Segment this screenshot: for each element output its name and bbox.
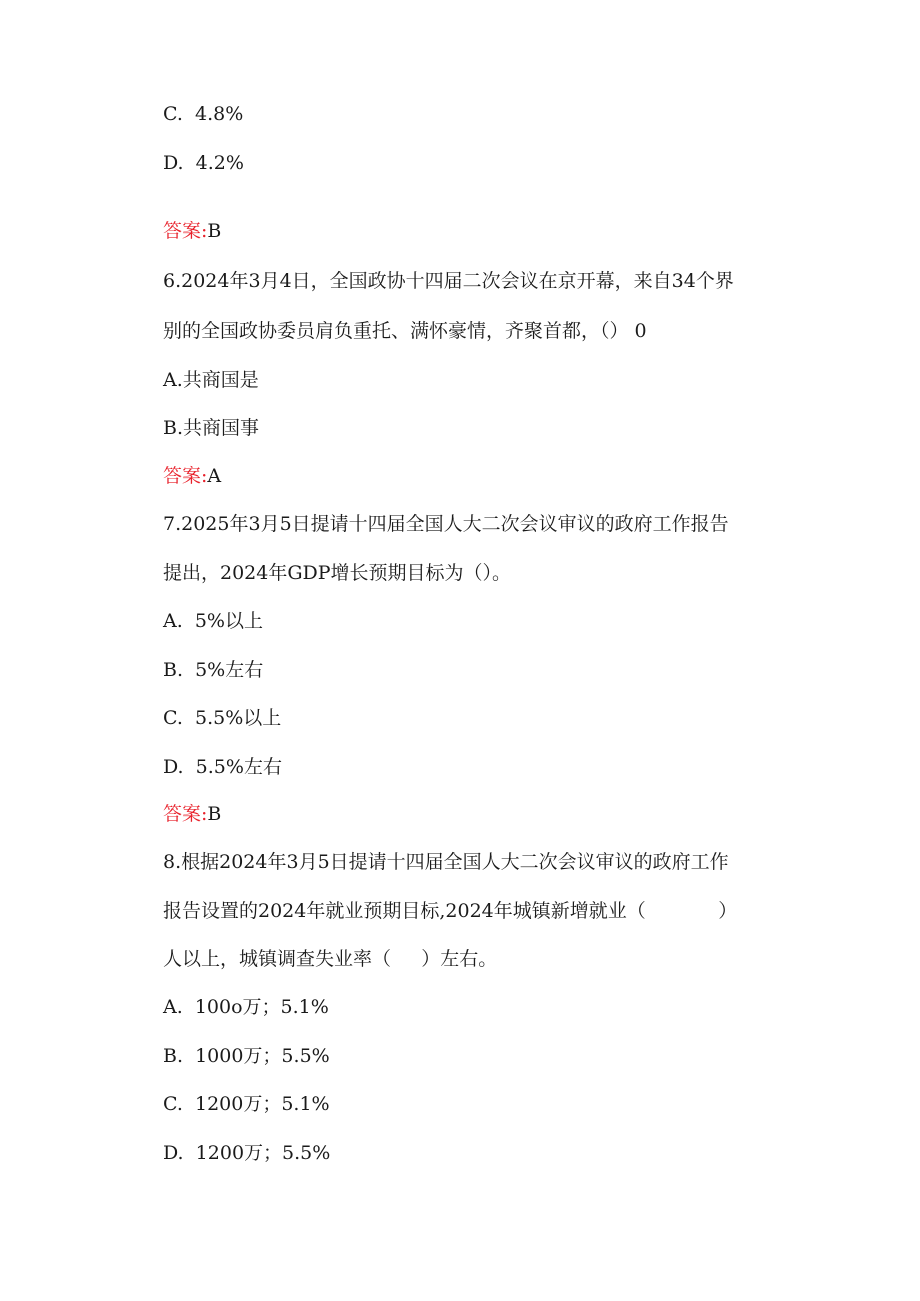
q6-text-line-1: 6.2024年3月4日，全国政协十四届二次会议在京开幕，来自34个界 [163,270,734,292]
q8-text-line-1: 8.根据2024年3月5日提请十四届全国人大二次会议审议的政府工作 [163,851,729,873]
q6-text-line-2: 别的全国政协委员肩负重托、满怀豪情，齐聚首都，（） 0 [163,320,647,342]
q7-text-line-1: 7.2025年3月5日提请十四届全国人大二次会议审议的政府工作报告 [163,513,729,535]
q8-option-a: A. 100o万；5.1% [163,996,329,1018]
answer-value: A [207,465,222,487]
q6-option-a: A.共商国是 [163,369,259,391]
answer-value: B [207,803,222,825]
answer-value: B [207,220,222,242]
answer-label: 答案: [163,220,208,242]
q7-text-line-2: 提出，2024年GDP增长预期目标为（）。 [163,562,512,584]
q5-option-d: D. 4.2% [163,152,244,174]
answer-label: 答案: [163,465,208,487]
q8-option-d: D. 1200万；5.5% [163,1142,331,1164]
q6-answer [163,463,221,489]
q8-text-line-3: 人以上，城镇调查失业率（ ）左右。 [163,948,498,970]
q5-option-c: C. 4.8% [163,103,244,125]
q7-option-d: D. 5.5%左右 [163,756,282,778]
q5-answer [163,218,221,244]
q8-option-c: C. 1200万；5.1% [163,1093,330,1115]
q7-option-c: C. 5.5%以上 [163,707,282,729]
q7-answer [163,801,221,827]
answer-label: 答案: [163,803,208,825]
q7-option-a: A. 5%以上 [163,610,263,632]
q6-option-b: B.共商国事 [163,417,260,439]
q8-option-b: B. 1000万；5.5% [163,1045,330,1067]
q8-text-line-2: 报告设置的2024年就业预期目标,2024年城镇新增就业（ ） [163,900,738,922]
q7-option-b: B. 5%左右 [163,659,264,681]
